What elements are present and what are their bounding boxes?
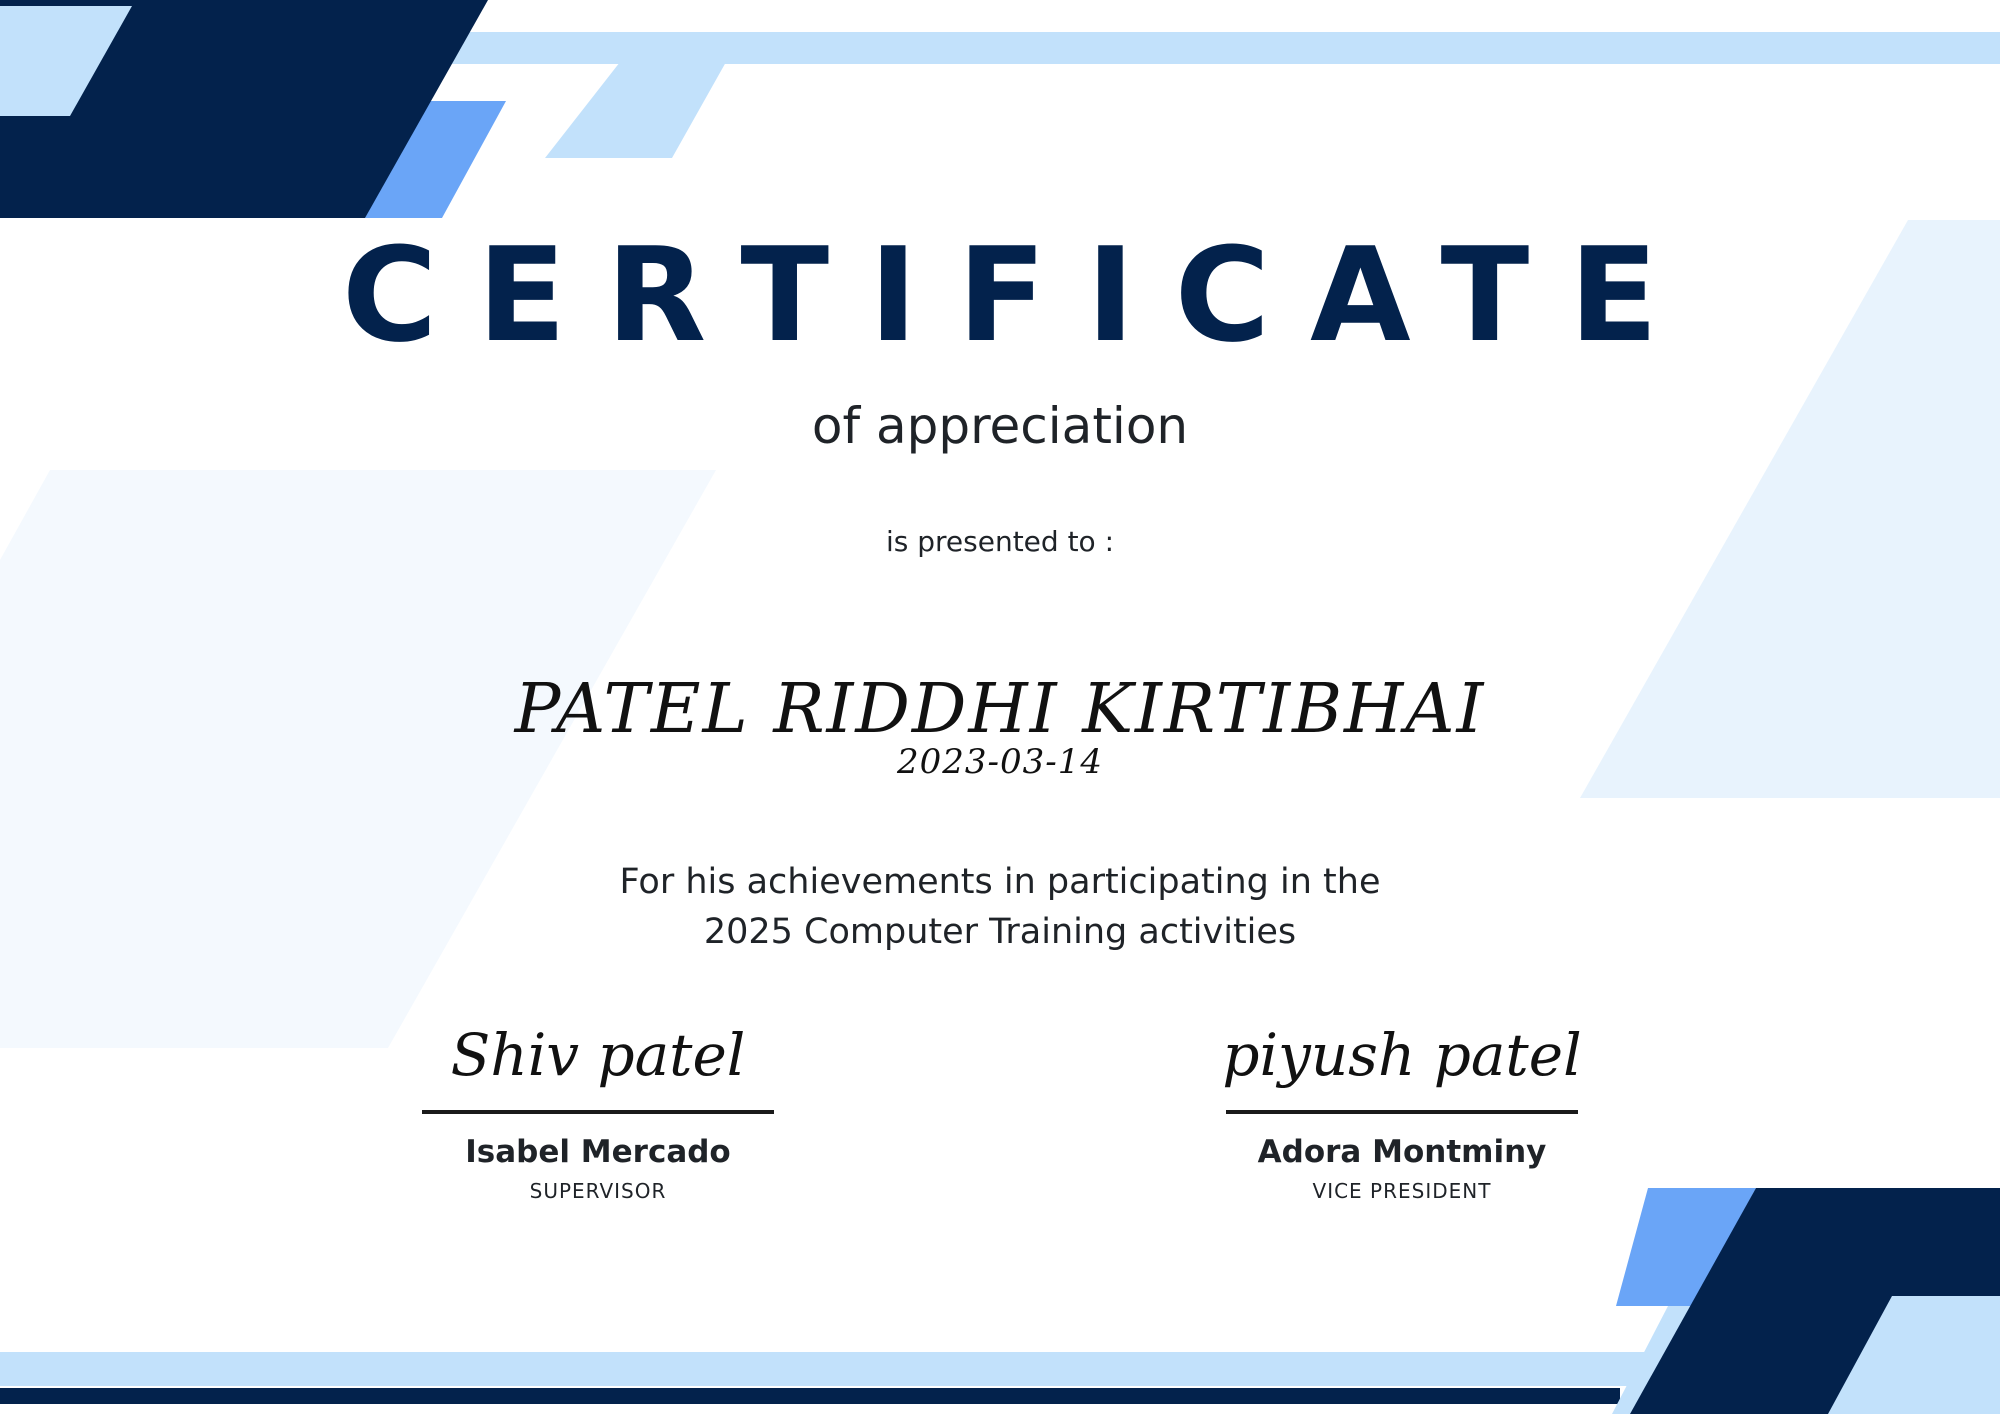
presented-to-label: is presented to :: [885, 525, 1115, 558]
signatory-role: VICE PRESIDENT: [1312, 1179, 1492, 1203]
achievement-text-line-2: 2025 Computer Training activities: [703, 912, 1297, 952]
signature-line: [422, 1110, 774, 1114]
signature-handwritten: piyush patel: [1222, 1021, 1582, 1089]
certificate-subtitle: of appreciation: [811, 397, 1189, 455]
award-date: 2023-03-14: [896, 742, 1104, 782]
signature-line: [1226, 1110, 1578, 1114]
bottom-navy-band: [0, 1388, 1620, 1404]
signatory-name: Adora Montminy: [1257, 1134, 1547, 1170]
recipient-name: PATEL RIDDHI KIRTIBHAI: [514, 670, 1486, 749]
signature-block-supervisor: [418, 0, 778, 1204]
achievement-text-line-1: For his achievements in participating in the: [619, 862, 1381, 902]
signature-block-vice-president: [1222, 0, 1582, 1204]
signatory-name: Isabel Mercado: [465, 1134, 731, 1170]
signature-handwritten: Shiv patel: [450, 1021, 746, 1089]
bottom-light-band: [0, 1352, 1650, 1386]
certificate-title: CERTIFICATE: [341, 219, 1699, 371]
signatory-role: SUPERVISOR: [529, 1179, 667, 1203]
